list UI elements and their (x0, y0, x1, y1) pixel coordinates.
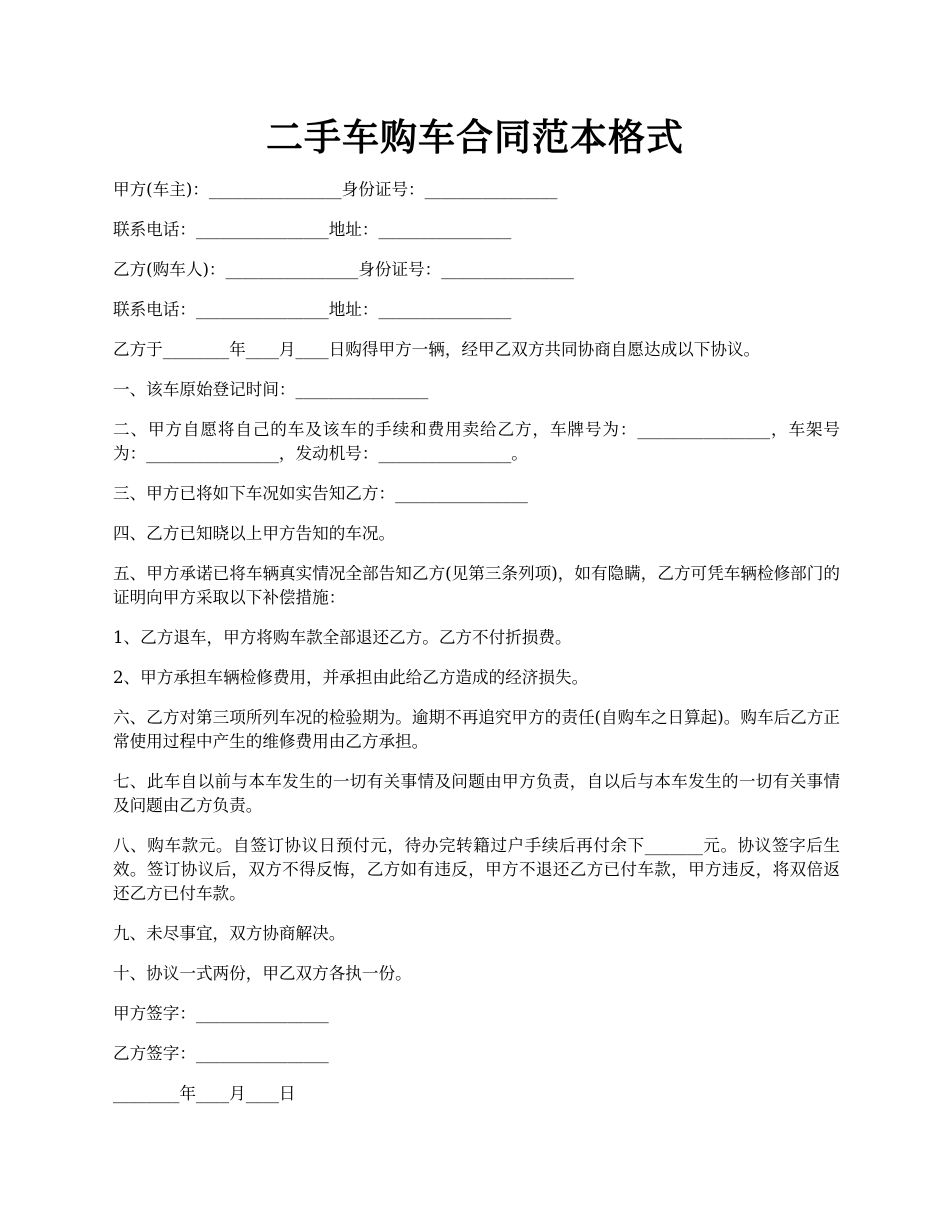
clause-6: 六、乙方对第三项所列车况的检验期为。逾期不再追究甲方的责任(自购车之日算起)。购车后乙方正常使用过程中产生的维修费用由乙方承担。 (113, 708, 840, 751)
contract-body (113, 178, 840, 1122)
clause-10: 十、协议一式两份，甲乙双方各执一份。 (113, 964, 412, 983)
clause-1: 一、该车原始登记时间：________________ (113, 380, 429, 399)
signing-date: ________年____月____日 (113, 1084, 296, 1103)
document-title: 二手车购车合同范本格式 (266, 115, 684, 159)
clause-5: 五、甲方承诺已将车辆真实情况全部告知乙方(见第三条列项)，如有隐瞒，乙方可凭车辆检修部门的证明向甲方采取以下补偿措施： (113, 564, 840, 607)
clause-8: 八、购车款元。自签订协议日预付元，待办完转籍过户手续后再付余下_______元。协议签字后生效。签订协议后，双方不得反悔，乙方如有违反，甲方不退还乙方已付车款，甲方违反，将双倍返还乙方已付车款。 (113, 836, 840, 903)
clause-3: 三、甲方已将如下车况如实告知乙方：________________ (113, 484, 528, 503)
clause-9: 九、未尽事宜，双方协商解决。 (113, 924, 346, 943)
clause-4: 四、乙方已知晓以上甲方告知的车况。 (113, 524, 396, 543)
party-b-contact-line: 联系电话：________________地址：________________ (113, 300, 512, 319)
party-a-owner-line: 甲方(车主)：________________身份证号：________________ (113, 180, 558, 199)
party-b-signature: 乙方签字：________________ (113, 1044, 329, 1063)
clause-2: 二、甲方自愿将自己的车及该车的手续和费用卖给乙方，车牌号为：________________，车架号为：________________，发动机号：________________。 (113, 420, 840, 463)
party-a-signature: 甲方签字：________________ (113, 1004, 329, 1023)
party-a-contact-line: 联系电话：________________地址：________________ (113, 220, 512, 239)
clause-5-item-1: 1、乙方退车，甲方将购车款全部退还乙方。乙方不付折损费。 (113, 628, 572, 647)
clause-5-item-2: 2、甲方承担车辆检修费用，并承担由此给乙方造成的经济损失。 (113, 668, 589, 687)
clause-7: 七、此车自以前与本车发生的一切有关事情及问题由甲方负责，自以后与本车发生的一切有关事情及问题由乙方负责。 (113, 772, 840, 815)
party-b-buyer-line: 乙方(购车人)：________________身份证号：________________ (113, 260, 574, 279)
purchase-date-line: 乙方于________年____月____日购得甲方一辆，经甲乙双方共同协商自愿达成以下协议。 (113, 340, 761, 359)
